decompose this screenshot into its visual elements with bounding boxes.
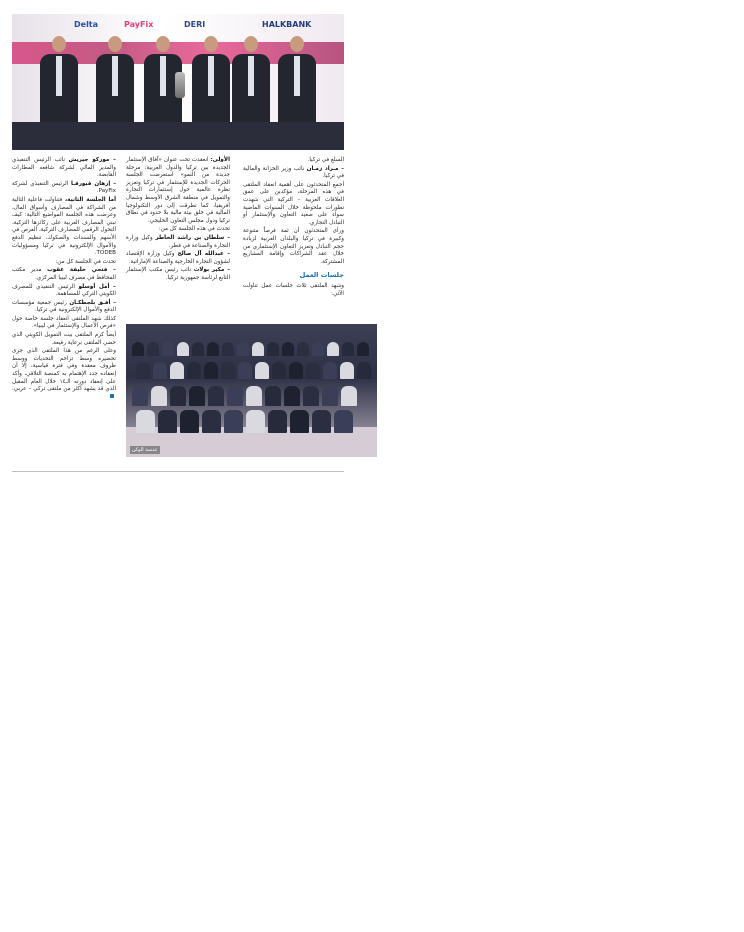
audience-member <box>237 342 249 356</box>
sponsor-logo-deri: DERI <box>184 20 206 29</box>
lead-in: أما الجلسة الثانية، <box>65 196 116 203</box>
paragraph <box>243 166 344 181</box>
audience-member <box>272 362 286 379</box>
audience-member <box>312 342 324 356</box>
page-rule <box>12 471 344 472</box>
audience-member <box>222 342 234 356</box>
paragraph: وشهد الملتقى ثلاث جلسات عمل تناولت الآتي: <box>243 282 344 297</box>
audience-member <box>255 362 269 379</box>
speaker-title: وكيل وزارة التجارة والصناعة في قطر. <box>126 234 230 249</box>
paragraph: أجمع المتحدثون على أهمية انعقاد الملتقى في هذه المرحلة، مؤكدين على عمق العلاقات العربية – التركية التي شهدت تطورات ملحوظة خلال السنوات الماضية سواء على صعيد التعاون والإستثمار أو التبادل التجاري. <box>243 181 344 226</box>
audience-member <box>289 362 303 379</box>
audience-member <box>158 410 177 433</box>
audience-member <box>192 342 204 356</box>
paragraph <box>12 197 116 258</box>
audience-member <box>246 386 262 406</box>
speaker-name: – مـراد زمـان <box>306 165 344 172</box>
paragraph-text: انعقدت تحت عنوان «آفاق الإستثمار الجديدة بين تركيا والدول العربية: مرحلة جديدة من النمو» استعرضت الجلسة الحركات الجديدة للإستثمار في تركيا وتعزيز نظرة عالمية حول إستثمارات التجارة والتمويل في منطقة الشرق الأوسط وشمال أفريقيا، كما تطرقت إلى دور التكنولوجيا المالية في خلق بيئة مالية بلا حدود في نطاق تركيا ودول مجلس التعاون الخليجي. <box>126 157 230 224</box>
audience-member <box>341 386 357 406</box>
section-subheading: جلسات العمل <box>299 271 344 280</box>
audience-member <box>312 410 331 433</box>
audience-member <box>327 342 339 356</box>
audience-member <box>180 410 199 433</box>
audience-member <box>153 362 167 379</box>
speaker-name: – موركو جيريش <box>68 157 116 163</box>
paragraph: ورأى المتحدثون أن ثمة فرصاً متنوعة وكبيرة في تركيا والبلدان العربية لزيادة حجم التبادل وتعزيز التعاون الإستثماري من خلال عقد الشراكات وإقامة المشاريع المشتركة. <box>243 228 344 265</box>
audience-member <box>252 342 264 356</box>
speaker-name: – سلطان بن راشد الخاطر <box>155 234 230 241</box>
top-photo <box>12 14 344 150</box>
audience-member <box>357 362 371 379</box>
speaker-name: – أمل أوسلو <box>78 283 116 290</box>
audience-member <box>265 386 281 406</box>
speaker-title: الرئيس التنفيذي للمصرف الكويتي التركي للمساهمة. <box>12 283 116 298</box>
article-column-right <box>243 157 344 299</box>
audience-member <box>238 362 252 379</box>
speaker-title: مدير مكتب المحافظ في مصرف ليبيا المركزي. <box>12 267 116 281</box>
paragraph <box>126 251 230 266</box>
speaker-name: – مكير بولات <box>193 267 230 274</box>
audience-member <box>151 386 167 406</box>
audience-member <box>297 342 309 356</box>
audience-member <box>132 386 148 406</box>
audience-member <box>290 410 309 433</box>
audience-member <box>207 342 219 356</box>
audience-member <box>208 386 224 406</box>
audience-member <box>334 410 353 433</box>
audience-member <box>224 410 243 433</box>
speaker-name: – عبدالله آل صالح <box>177 251 230 258</box>
paragraph <box>12 181 116 196</box>
sponsor-logo-delta: Delta <box>74 20 99 29</box>
sponsor-logo-payfix: PayFix <box>124 20 154 29</box>
paragraph: تحدث في هذه الجلسة كل من: <box>158 226 230 233</box>
audience-member <box>323 362 337 379</box>
audience-member <box>170 386 186 406</box>
paragraph: السلع في تركيا. <box>307 157 344 163</box>
speaker-title: رئيس جمعية مؤسسات الدفع والأموال الإلكترونية في تركيا. <box>12 299 116 314</box>
audience-member <box>204 362 218 379</box>
speaker-title: نائب الرئيس التنفيذي والمدير المالي لشركة شافعه المطارات القابضة. <box>12 157 116 179</box>
audience-member <box>284 386 300 406</box>
audience-member <box>306 362 320 379</box>
paragraph <box>12 300 116 315</box>
speaker-title: نائب وزير الخزانة والمالية في تركيا. <box>243 165 344 180</box>
article-column-left <box>12 157 116 402</box>
audience-photo <box>126 324 377 457</box>
paragraph <box>12 157 116 180</box>
speaker-title: الرئيس التنفيذي لشركة PayFix. <box>12 180 116 195</box>
audience-member <box>282 342 294 356</box>
speaker-name: – إرهان قبورقـا <box>71 180 116 187</box>
end-of-article-icon <box>110 394 114 398</box>
paragraph: أيضاً كرم الملتقى بيت التمويل الكويتي الذي حضي الملتقى برعاية رفيعة. <box>12 332 116 346</box>
audience-member <box>132 342 144 356</box>
sponsor-logo-halkbank: HALKBANK <box>262 20 312 29</box>
audience-member <box>136 362 150 379</box>
audience-member <box>187 362 201 379</box>
speaker-title: نائب رئيس مكتب الإستثمار التابع لرئاسة جمهورية تركيا. <box>126 267 230 281</box>
audience-member <box>246 410 265 433</box>
paragraph: كذلك شهد الملتقى انعقاد جلسة خاصة حول «فرص الأعمال والإستثمار في ليبيا». <box>12 315 116 330</box>
stage-floor <box>12 122 344 150</box>
photo-credit: عدسة الوكن <box>132 447 158 453</box>
paragraph <box>12 267 116 282</box>
audience-member <box>202 410 221 433</box>
audience-member <box>357 342 369 356</box>
audience-member <box>227 386 243 406</box>
audience-member <box>136 410 155 433</box>
paragraph <box>12 284 116 299</box>
audience-member <box>268 410 287 433</box>
audience-member <box>221 362 235 379</box>
audience-member <box>177 342 189 356</box>
audience-member <box>303 386 319 406</box>
paragraph <box>126 235 230 250</box>
audience-member <box>340 362 354 379</box>
paragraph: تحدث في الجلسة كل من: <box>55 258 116 265</box>
audience-member <box>147 342 159 356</box>
audience-member <box>189 386 205 406</box>
speaker-name: – أفـق بلجطكـان <box>69 299 116 306</box>
paragraph <box>126 267 230 282</box>
audience-member <box>170 362 184 379</box>
audience-member <box>162 342 174 356</box>
speaker-name: – فتحي خليفة عقوب <box>47 267 116 274</box>
speaker-title: وكيل وزارة الإقتصاد لشؤون التجارة الخارجية والصناعة الإماراتية. <box>126 251 230 265</box>
lead-in: الأولى: <box>210 157 230 163</box>
paragraph <box>12 348 116 401</box>
audience-member <box>322 386 338 406</box>
audience-member <box>342 342 354 356</box>
article-column-middle <box>126 157 230 284</box>
audience-member <box>267 342 279 356</box>
paragraph-text: فتناولت فاعلية التالية من الشراكة في المصارف وأسواق المال، وعرضت هذه الجلسة المواضيع التالية: كيف تبني المصارف العربية على ركائزها التركية، التحول الرقمي للمصارف التركية، الفرص في الأسهم والسندات والصكوك، تنظيم الدفع والأموال الإلكترونية في تركيا ومسؤوليات TODEB. <box>12 196 116 257</box>
paragraph-text: وعلى الرغم من هذا الملتقى الذي جرى تحضيره وسط تزاحم التحديات ووسط ظروف معقدة وفي فترة قياسية، إلا أن إنعقاده جدد الإهتمام به كمنصة التلاقي، وأكد على إنعقاد دورته الـ١٤ خلال العام المقبل الذي قد يشهد أكثر من ملتقى تركي – عربي. <box>12 348 116 393</box>
paragraph <box>126 157 230 225</box>
award-trophy <box>175 72 185 98</box>
